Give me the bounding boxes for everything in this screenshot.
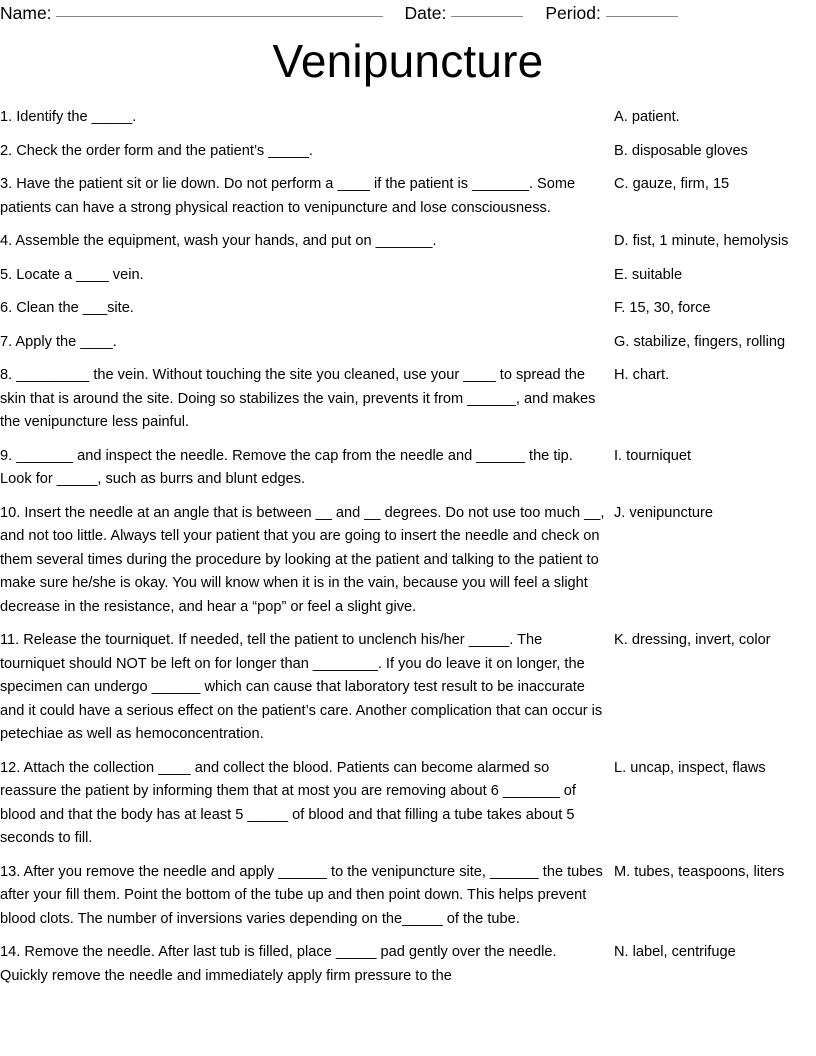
answer-option[interactable]: B. disposable gloves [614,142,748,159]
qa-row [0,173,816,220]
answer-option[interactable]: I. tourniquet [614,447,692,464]
question-text: 14. Remove the needle. After last tub is filled, place _____ pad gently over the needle. Quickly remove the needle and immediately apply firm pressure to the [0,944,557,984]
period-blank-line[interactable] [606,16,678,17]
answer-option[interactable]: J. venipuncture [614,504,713,521]
qa-row [0,861,816,932]
qa-row [0,757,816,851]
answer-option[interactable]: A. patient. [614,109,680,125]
question-text: 3. Have the patient sit or lie down. Do not perform a ____ if the patient is _______. Some patients can have a strong physical reaction to venipuncture and lose consciousness. [0,176,576,216]
question-text: 12. Attach the collection ____ and collect the blood. Patients can become alarmed so reassure the patient by informing them that at most you are removing about 6 _______ of blood and that the body has at least 5 _____ of blood and that filling a tube takes about 5 seconds to fill. [0,759,576,846]
student-info-row [0,0,816,24]
question-text: 13. After you remove the needle and apply ______ to the venipuncture site, ______ the tubes after your fill them. Point the bottom of the tube up and then point down. This helps prevent blood clots. The number of inversions varies depending on the_____ of the tube. [0,863,603,927]
answer-option[interactable]: L. uncap, inspect, flaws [614,759,766,776]
answer-option[interactable]: C. gauze, firm, 15 [614,176,730,192]
qa-row [0,264,816,288]
qa-row [0,629,816,747]
answer-option[interactable]: N. label, centrifuge [614,944,736,960]
questions-answers-grid [0,106,816,988]
question-text: 7. Apply the ____. [0,333,117,350]
answer-option[interactable]: F. 15, 30, force [614,300,711,316]
answer-option[interactable]: M. tubes, teaspoons, liters [614,863,785,880]
answer-option[interactable]: E. suitable [614,266,683,283]
answer-option[interactable]: G. stabilize, fingers, rolling [614,333,786,350]
qa-row [0,106,816,130]
qa-row [0,297,816,321]
question-text: 4. Assemble the equipment, wash your hands, and put on _______. [0,233,437,249]
qa-row [0,230,816,254]
question-text: 6. Clean the ___site. [0,300,134,316]
period-label: Period: [545,3,601,23]
qa-row [0,140,816,164]
qa-row [0,331,816,355]
period-field [545,2,677,24]
question-text: 10. Insert the needle at an angle that is between __ and __ degrees. Do not use too much __, and not too little. Always tell your patient that you are going to insert the needle and check on them several times during the procedure by looking at the patient and talking to the patient to make sure he/she is okay. You will know when it is in the vain, because you will feel a slight decrease in the resistance, and hear a “pop” or feel a slight give. [0,504,605,615]
answer-option[interactable]: K. dressing, invert, color [614,632,771,648]
qa-row [0,502,816,620]
question-text: 11. Release the tourniquet. If needed, tell the patient to unclench his/her _____. The tourniquet should NOT be left on for longer than ________. If you do leave it on longer, the specimen can undergo ______ which can cause that laboratory test result to be inaccurate and it could have a serious effect on the patient’s care. Another complication that can occur is petechiae as well as hemoconcentration. [0,632,603,742]
page-title: Venipuncture [272,35,544,87]
answer-option[interactable]: D. fist, 1 minute, hemolysis [614,233,789,249]
question-text: 9. _______ and inspect the needle. Remove the cap from the needle and ______ the tip. Look for _____, such as burrs and blunt edges. [0,447,573,487]
date-field [405,2,524,24]
name-label: Name: [0,3,52,23]
question-text: 2. Check the order form and the patient’s _____. [0,142,313,159]
date-blank-line[interactable] [451,16,523,17]
qa-row [0,364,816,435]
qa-row [0,445,816,492]
name-blank-line[interactable] [56,16,383,17]
answer-option[interactable]: H. chart. [614,367,670,383]
name-field [0,2,383,24]
qa-row [0,941,816,988]
question-text: 8. _________ the vein. Without touching the site you cleaned, use your ____ to spread the skin that is around the site. Doing so stabilizes the vain, prevents it from ______, and makes the venipuncture less painful. [0,367,596,430]
question-text: 5. Locate a ____ vein. [0,266,144,283]
question-text: 1. Identify the _____. [0,109,137,125]
date-label: Date: [404,3,447,23]
